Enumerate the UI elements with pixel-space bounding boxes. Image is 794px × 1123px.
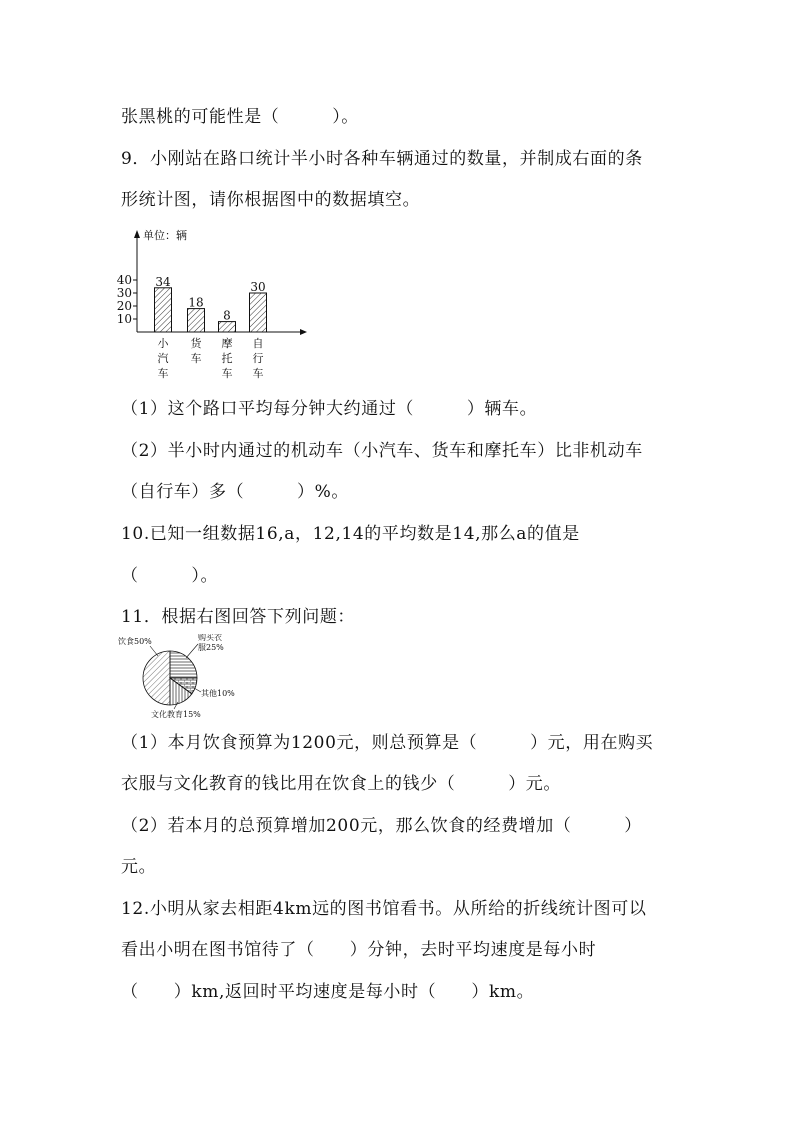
pie-slice-label: 服25% xyxy=(198,643,224,652)
q11-line1: 11．根据右图回答下列问题： xyxy=(121,607,356,627)
y-tick-label: 30 xyxy=(116,286,132,300)
y-axis-unit-label: 单位：辆 xyxy=(143,229,187,242)
pie-chart-budget xyxy=(118,634,268,724)
category-label: 自 xyxy=(252,337,264,350)
q9-sub2-line1: （2）半小时内通过的机动车（小汽车、货车和摩托车）比非机动车 xyxy=(121,441,643,461)
bar xyxy=(219,322,236,332)
pie-slice xyxy=(170,651,197,678)
q11-sub2-line1: （2）若本月的总预算增加200元，那么饮食的经费增加（ ） xyxy=(121,816,642,836)
category-label: 托 xyxy=(221,352,233,365)
y-axis-arrow xyxy=(134,230,140,238)
pie-slice xyxy=(143,651,170,705)
x-axis-arrow xyxy=(300,329,307,335)
pie-slice-label: 购买衣 xyxy=(198,634,222,642)
q9-line2: 形统计图，请你根据图中的数据填空。 xyxy=(121,190,421,210)
y-tick-label: 40 xyxy=(116,273,132,287)
category-label: 车 xyxy=(190,352,202,365)
leader-line xyxy=(186,644,198,658)
category-label: 汽 xyxy=(157,352,169,365)
q12-line2: 看出小明在图书馆待了（ ）分钟，去时平均速度是每小时 xyxy=(121,940,597,960)
pie-slice-label: 饮食50% xyxy=(118,637,152,646)
bar-chart-vehicles xyxy=(115,224,315,384)
category-label: 摩 xyxy=(221,337,233,350)
bar xyxy=(188,309,205,332)
q12-line1: 12.小明从家去相距4km远的图书馆看书。从所给的折线统计图可以 xyxy=(121,899,647,919)
q9-line1: 9．小刚站在路口统计半小时各种车辆通过的数量，并制成右面的条 xyxy=(121,149,643,169)
q11-sub1-line2: 衣服与文化教育的钱比用在饮食上的钱少（ ）元。 xyxy=(121,774,561,794)
q9-sub2-line2: （自行车）多（ ）%。 xyxy=(121,482,349,502)
bar xyxy=(155,288,172,332)
bar-value-label: 34 xyxy=(155,274,171,289)
category-label: 车 xyxy=(157,367,169,380)
bar-value-label: 30 xyxy=(250,280,266,294)
q11-sub1-line1: （1）本月饮食预算为1200元，则总预算是（ ）元，用在购买 xyxy=(121,733,654,753)
y-tick-label: 20 xyxy=(116,299,132,313)
pie-slice-label: 其他10% xyxy=(201,689,235,698)
bar-value-label: 18 xyxy=(188,295,204,310)
q11-sub2-line2: 元。 xyxy=(121,857,157,877)
bar xyxy=(250,293,267,332)
q10-line2: （ ）。 xyxy=(121,566,219,586)
category-label: 车 xyxy=(252,367,264,380)
y-tick-label: 10 xyxy=(116,312,132,326)
q12-line3: （ ）km,返回时平均速度是每小时（ ）km。 xyxy=(121,982,535,1002)
category-label: 车 xyxy=(221,367,233,380)
q10-line1: 10.已知一组数据16,a，12,14的平均数是14,那么a的值是 xyxy=(121,524,580,544)
category-label: 货 xyxy=(190,337,202,350)
category-label: 行 xyxy=(252,352,264,365)
leader-line xyxy=(150,646,158,656)
leader-line xyxy=(194,688,201,692)
category-label: 小 xyxy=(157,337,169,350)
q9-sub1: （1）这个路口平均每分钟大约通过（ ）辆车。 xyxy=(121,399,538,419)
pie-slice-label: 文化教育15% xyxy=(151,710,201,719)
bar-value-label: 8 xyxy=(223,308,231,323)
q8-tail-text: 张黑桃的可能性是（ ）。 xyxy=(121,107,359,127)
